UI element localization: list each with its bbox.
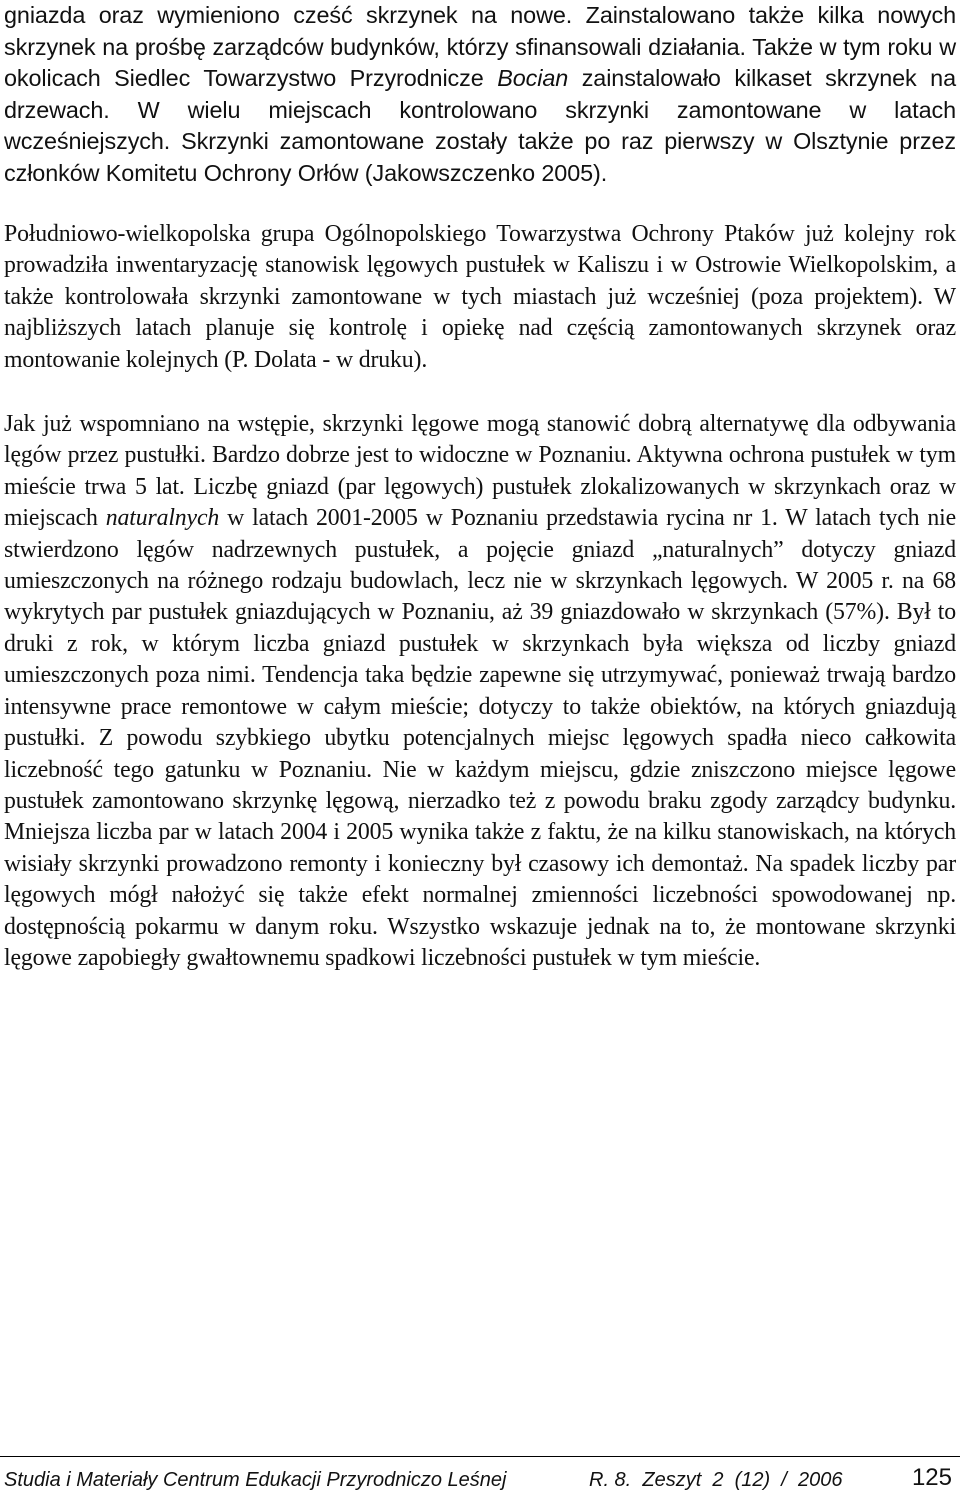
footer-journal-title: Studia i Materiały Centrum Edukacji Przyrodniczo Leśnej: [4, 1469, 507, 1491]
paragraph-3-text-b: w latach 2001-2005 w Poznaniu przedstawia rycina nr 1. W latach tych nie stwierdzono lęgów nadrzewnych pustułek, a pojęcie gniazd „naturalnych” dotyczy gniazd umieszczonych na różnego rodzaju budowlach, lecz nie w skrzynkach lęgowych. W 2005 r. na 68 wykrytych par pustułek gniazdujących w Poznaniu, aż 39 gniazdowało w skrzynkach (57%). Był to druki z rok, w którym liczba gniazd pustułek w skrzynkach była większa od liczby gniazd umieszczonych poza nimi. Tendencja taka będzie zapewne się utrzymywać, ponieważ trwają bardzo intensywne prace remontowe w całym mieście; dotyczy to także obiektów, na których gniazdują pustułki. Z powodu szybkiego ubytku potencjalnych miejsc lęgowych spadła nieco całkowita liczebność tego gatunku w Poznaniu. Nie w każdym miejscu, gdzie zniszczono miejsce lęgowe pustułek zamontowano skrzynkę lęgową, nierzadko też z powodu braku zgody zarządcy budynku. Mniejsza liczba par w latach 2004 i 2005 wynika także z faktu, że na kilku stanowiskach, na których wisiały skrzynki prowadzono remonty i konieczny był czasowy ich demontaż. Na spadek liczby par lęgowych mógł nałożyć się także efekt normalnej zmienności liczebności spowodowanej np. dostępnością pokarmu w danym roku. Wszystko wskazuje jednak na to, że montowane skrzynki lęgowe zapobiegły gwałtownemu spadkowi liczebności pustułek w tym mieście.: [4, 505, 956, 971]
paragraph-1-text-a: gniazda oraz wymieniono cześć skrzynek na nowe. Zainstalowano także kilka nowych skrzynek na prośbę zarządców budynków, którzy sfinansowali działania. Także w tym roku w okolicach Siedlec Towarzystwo Przyrodnicze: [4, 2, 956, 91]
footer-rule: [0, 1456, 960, 1457]
paragraph-1-italic: Bocian: [497, 65, 569, 91]
paragraph-3-italic: naturalnych: [105, 505, 220, 532]
page-number: 125: [911, 1464, 952, 1491]
paragraph-3: [4, 409, 956, 974]
paragraph-2: [4, 219, 956, 376]
paragraph-3-text-a: Jak już wspomniano na wstępie, skrzynki lęgowe mogą stanowić dobrą alternatywę dla odbywania lęgów przez pustułki. Bardzo dobrze jest to widoczne w Poznaniu. Aktywna ochrona pustułek w tym mieście trwa 5 lat. Liczbę gniazd (par lęgowych) pustułek zlokalizowanych w skrzynkach oraz w miejscach: [4, 411, 956, 532]
footer-issue: R. 8. Zeszyt 2 (12) / 2006: [589, 1469, 843, 1491]
paragraph-1-text-b: zainstalowało kilkaset skrzynek na drzewach. W wielu miejscach kontrolowano skrzynki zamontowane w latach wcześniejszych. Skrzynki zamontowane zostały także po raz pierwszy w Olsztynie przez członków Komitetu Ochrony Orłów (Jakowszczenko 2005).: [4, 65, 956, 186]
page-body: [4, 0, 956, 974]
paragraph-1: [4, 0, 956, 189]
page-footer: [4, 1466, 952, 1494]
paragraph-2-text: Południowo-wielkopolska grupa Ogólnopolskiego Towarzystwa Ochrony Ptaków już kolejny rok prowadziła inwentaryzację stanowisk lęgowych pustułek w Kaliszu i w Ostrowie Wielkopolskim, a także kontrolowała skrzynki zamontowane w tych miastach już wcześniej (poza projektem). W najbliższych latach planuje się kontrolę i opiekę nad częścią zamontowanych skrzynek oraz montowanie kolejnych (P. Dolata - w druku).: [4, 221, 956, 373]
